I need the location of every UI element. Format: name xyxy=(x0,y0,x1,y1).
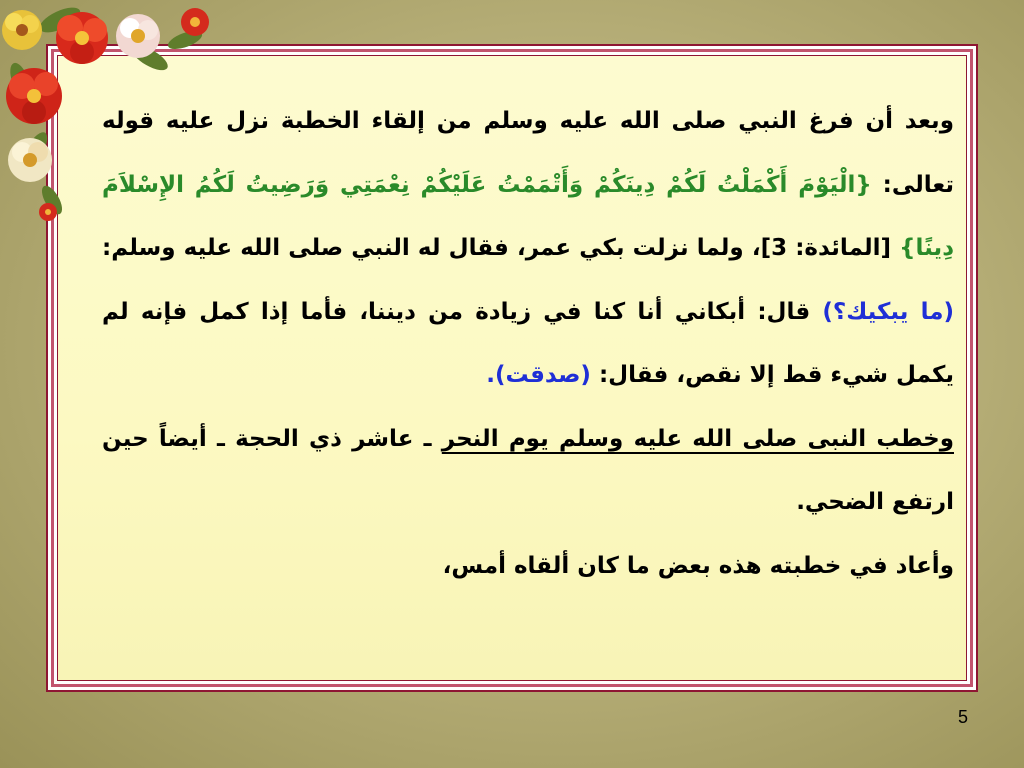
prophet-quote-1: (ما يبكيك؟) xyxy=(822,298,954,325)
prophet-quote-2: (صدقت). xyxy=(486,362,591,388)
middle-text: قال: أبكاني أنا كنا في زيادة من ديننا، فأما إذا كمل فإنه لم يكمل شيء قط إلا نقص، فقال: xyxy=(102,298,954,388)
intro-text: وبعد أن فرغ النبي صلى الله عليه وسلم من إلقاء الخطبة نزل عليه قوله تعالى: xyxy=(102,108,954,198)
paragraph-2 xyxy=(102,408,954,535)
verse-reference-text: [المائدة: 3]، ولما نزلت بكي عمر، فقال له النبي صلى الله عليه وسلم: xyxy=(102,235,900,261)
paragraph-3: وأعاد في خطبته هذه بعض ما كان ألقاه أمس، xyxy=(442,552,954,579)
body-text xyxy=(102,90,954,598)
quran-verse: {الْيَوْمَ أَكْمَلْتُ لَكُمْ دِينَكُمْ وَأَتْمَمْتُ عَلَيْكُمْ نِعْمَتِي وَرَضِيتُ لَكُمُ الإِسْلاَمَ دِينًا} xyxy=(102,171,954,261)
page-number: 5 xyxy=(957,707,968,727)
flower-bouquet-icon xyxy=(0,0,215,230)
paragraph-1 xyxy=(102,90,954,408)
underlined-text: وخطب النبى صلى الله عليه وسلم يوم النحر xyxy=(441,425,954,452)
paragraph-2-rest: ـ عاشر ذي الحجة ـ أيضاً حين ارتفع الضحي. xyxy=(102,425,954,515)
